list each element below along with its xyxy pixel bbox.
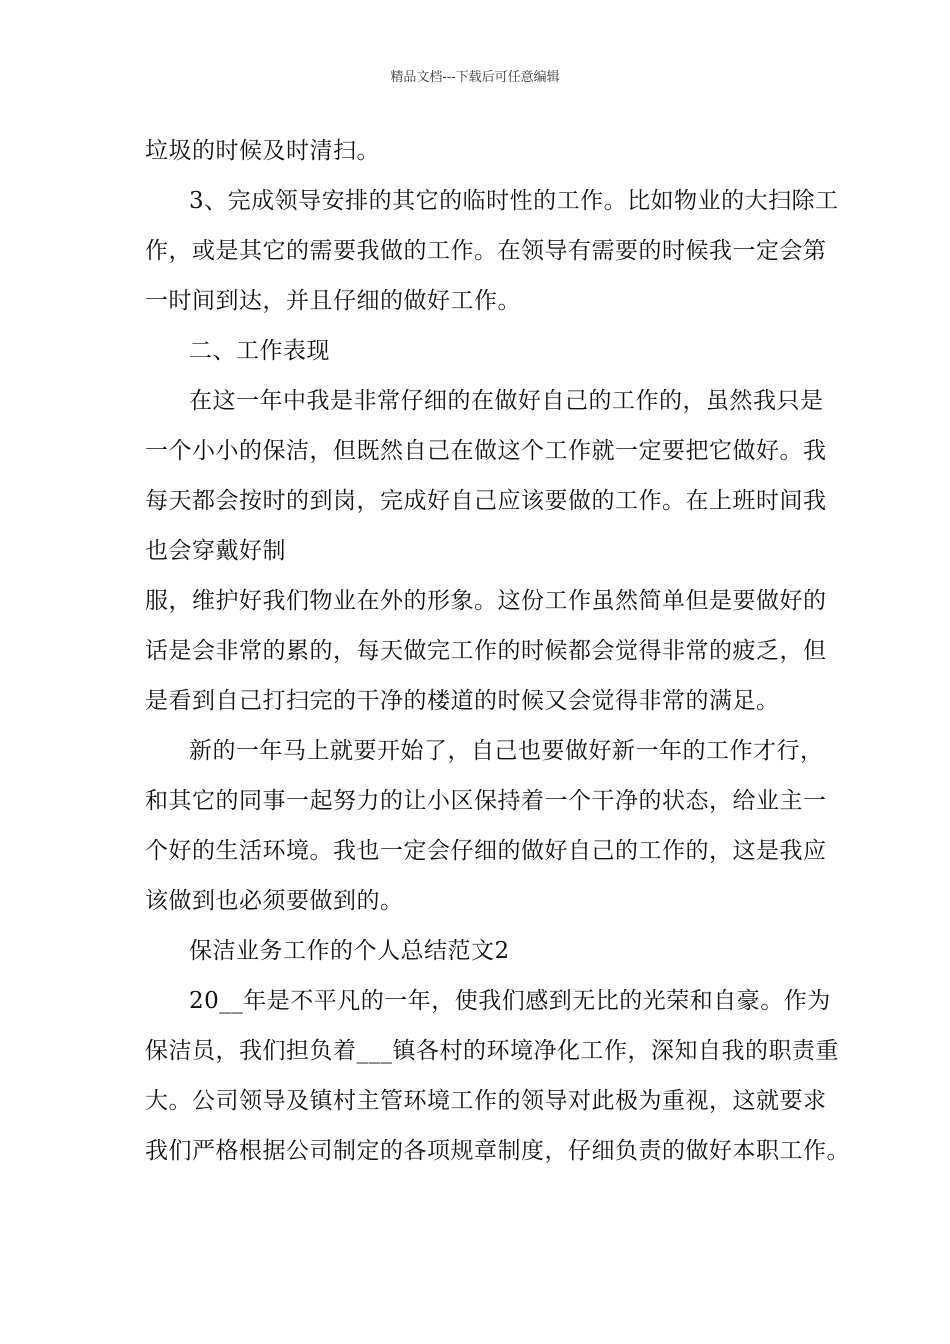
page-header: 精品文档---下载后可任意编辑 [390, 70, 560, 85]
body-line: 个好的生活环境。我也一定会仔细的做好自己的工作的，这是我应 [145, 838, 827, 864]
body-line: 和其它的同事一起努力的让小区保持着一个干净的状态，给业主一 [145, 788, 827, 814]
body-line: 该做到也必须要做到的。 [145, 888, 404, 914]
body-line: 每天都会按时的到岗，完成好自己应该要做的工作。在上班时间我 [145, 488, 827, 514]
body-line: 20__年是不平凡的一年，使我们感到无比的光荣和自豪。作为 [189, 988, 831, 1014]
body-line: 保洁员，我们担负着___镇各村的环境净化工作，深知自我的职责重 [145, 1038, 839, 1064]
section-heading: 保洁业务工作的个人总结范文2 [189, 938, 510, 964]
body-line: 服，维护好我们物业在外的形象。这份工作虽然简单但是要做好的 [145, 588, 827, 614]
body-line: 大。公司领导及镇村主管环境工作的领导对此极为重视，这就要求 [145, 1088, 827, 1114]
body-line: 是看到自己打扫完的干净的楼道的时候又会觉得非常的满足。 [145, 688, 780, 714]
body-line: 一个小小的保洁，但既然自己在做这个工作就一定要把它做好。我 [145, 438, 827, 464]
body-line: 3、完成领导安排的其它的临时性的工作。比如物业的大扫除工 [189, 188, 839, 214]
body-line: 作，或是其它的需要我做的工作。在领导有需要的时候我一定会第 [145, 238, 827, 264]
section-heading: 二、工作表现 [189, 338, 330, 364]
body-line: 垃圾的时候及时清扫。 [145, 138, 380, 164]
body-line: 新的一年马上就要开始了，自己也要做好新一年的工作才行， [189, 738, 824, 764]
body-line: 话是会非常的累的，每天做完工作的时候都会觉得非常的疲乏，但 [145, 638, 827, 664]
body-line: 在这一年中我是非常仔细的在做好自己的工作的，虽然我只是 [189, 388, 824, 414]
body-line: 我们严格根据公司制定的各项规章制度，仔细负责的做好本职工作。 [145, 1138, 850, 1164]
body-line: 也会穿戴好制 [145, 538, 286, 564]
body-line: 一时间到达，并且仔细的做好工作。 [145, 288, 521, 314]
